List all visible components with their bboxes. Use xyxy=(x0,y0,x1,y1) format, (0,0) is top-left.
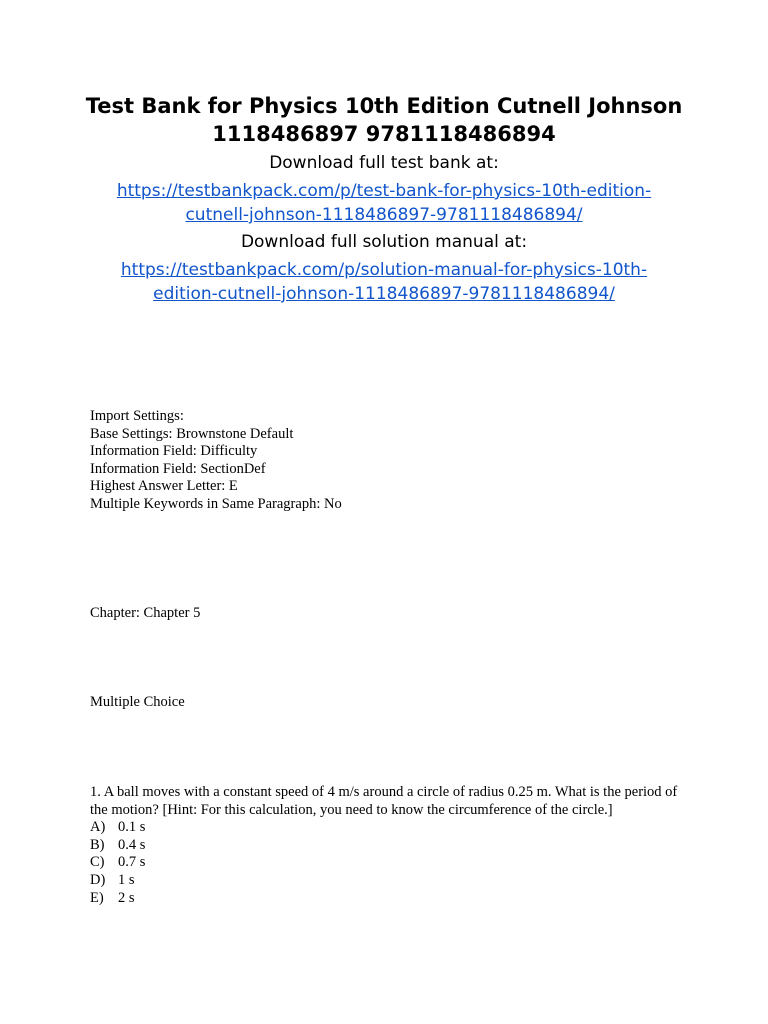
solution-manual-link[interactable] xyxy=(40,258,728,306)
option-letter: B) xyxy=(90,836,105,853)
settings-line: Highest Answer Letter: E xyxy=(90,478,238,495)
test-bank-link[interactable] xyxy=(40,179,728,227)
option-text: 1 s xyxy=(118,871,135,888)
option-letter: C) xyxy=(90,854,105,871)
solution-link-line-1[interactable]: https://testbankpack.com/p/solution-manual-for-physics-10th- xyxy=(120,260,648,280)
settings-line: Information Field: SectionDef xyxy=(90,460,266,477)
option-text: 0.1 s xyxy=(118,819,146,836)
test-bank-link-line-2[interactable]: cutnell-johnson-1118486897-9781118486894/ xyxy=(185,205,583,225)
answer-option-a xyxy=(90,819,680,837)
title-line-2: 1118486897 9781118486894 xyxy=(212,122,556,146)
solution-link-line-2[interactable]: edition-cutnell-johnson-1118486897-9781118486894/ xyxy=(153,284,615,304)
settings-line: Base Settings: Brownstone Default xyxy=(90,425,294,442)
document-header xyxy=(40,92,728,306)
section-heading: Multiple Choice xyxy=(90,694,185,710)
answer-option-e xyxy=(90,890,680,908)
option-text: 0.4 s xyxy=(118,836,146,853)
document-title xyxy=(40,92,728,148)
solution-manual-label: Download full solution manual at: xyxy=(240,232,528,252)
question-1 xyxy=(90,784,680,907)
test-bank-label: Download full test bank at: xyxy=(269,153,499,173)
settings-line: Import Settings: xyxy=(90,408,184,424)
settings-line: Multiple Keywords in Same Paragraph: No xyxy=(90,495,342,512)
import-settings xyxy=(90,408,690,514)
option-letter: A) xyxy=(90,819,106,836)
answer-option-b xyxy=(90,837,680,855)
test-bank-link-line-1[interactable]: https://testbankpack.com/p/test-bank-for-physics-10th-edition- xyxy=(116,181,652,201)
option-text: 0.7 s xyxy=(118,854,146,871)
answer-option-d xyxy=(90,872,680,890)
title-line-1: Test Bank for Physics 10th Edition Cutnell Johnson xyxy=(85,94,683,118)
chapter-heading: Chapter: Chapter 5 xyxy=(90,605,201,621)
answer-option-c xyxy=(90,854,680,872)
question-stem: 1. A ball moves with a constant speed of 4 m/s around a circle of radius 0.25 m. What is the period of the motion? [Hint: For this calculation, you need to know the circumference of the circle.] xyxy=(90,784,678,818)
option-letter: E) xyxy=(90,889,104,906)
option-text: 2 s xyxy=(118,889,135,906)
option-letter: D) xyxy=(90,871,106,888)
settings-line: Information Field: Difficulty xyxy=(90,443,258,460)
